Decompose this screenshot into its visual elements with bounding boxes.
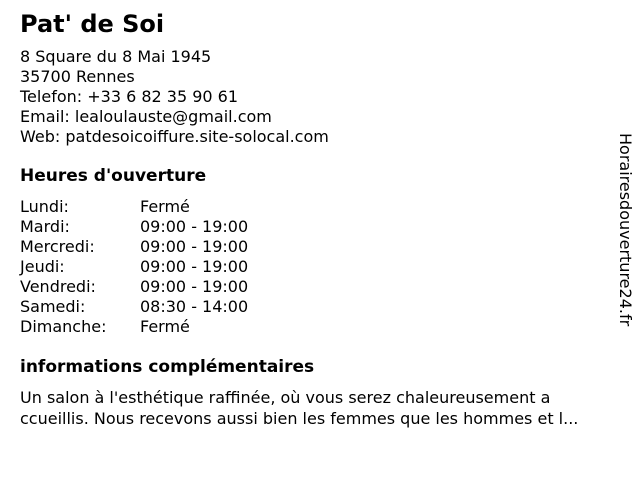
day-label: Mardi:: [20, 217, 70, 236]
day-label: Vendredi:: [20, 277, 96, 296]
time-value: Fermé: [140, 197, 190, 216]
email-line: Email: lealoulauste@gmail.com: [20, 107, 272, 126]
hours-table: [20, 197, 640, 337]
hours-row-monday: [20, 197, 640, 217]
web-line: Web: patdesoicoiffure.site-solocal.com: [20, 127, 329, 146]
address-street: 8 Square du 8 Mai 1945: [20, 47, 212, 66]
page-title: Pat' de Soi: [20, 10, 165, 38]
info-text-line2: ccueillis. Nous recevons aussi bien les femmes que les hommes et l...: [20, 409, 579, 428]
day-label: Dimanche:: [20, 317, 107, 336]
hours-row-friday: [20, 277, 640, 297]
watermark-brand: Horairesdouverture24.fr: [616, 133, 635, 327]
time-value: 08:30 - 14:00: [140, 297, 249, 316]
time-value: 09:00 - 19:00: [140, 217, 249, 236]
additional-info-text: [20, 387, 632, 429]
time-value: Fermé: [140, 317, 190, 336]
hours-row-sunday: [20, 317, 640, 337]
hours-row-thursday: [20, 257, 640, 277]
day-label: Samedi:: [20, 297, 86, 316]
day-label: Mercredi:: [20, 237, 95, 256]
contact-block: [20, 47, 640, 147]
time-value: 09:00 - 19:00: [140, 277, 249, 296]
additional-info-heading: informations complémentaires: [20, 357, 315, 377]
hours-heading: Heures d'ouverture: [20, 166, 207, 186]
info-text-line1: Un salon à l'esthétique raffinée, où vous serez chaleureusement a: [20, 388, 551, 407]
phone-line: Telefon: +33 6 82 35 90 61: [20, 87, 239, 106]
address-city: 35700 Rennes: [20, 67, 135, 86]
hours-row-tuesday: [20, 217, 640, 237]
hours-row-saturday: [20, 297, 640, 317]
hours-row-wednesday: [20, 237, 640, 257]
time-value: 09:00 - 19:00: [140, 257, 249, 276]
time-value: 09:00 - 19:00: [140, 237, 249, 256]
day-label: Jeudi:: [20, 257, 65, 276]
day-label: Lundi:: [20, 197, 69, 216]
